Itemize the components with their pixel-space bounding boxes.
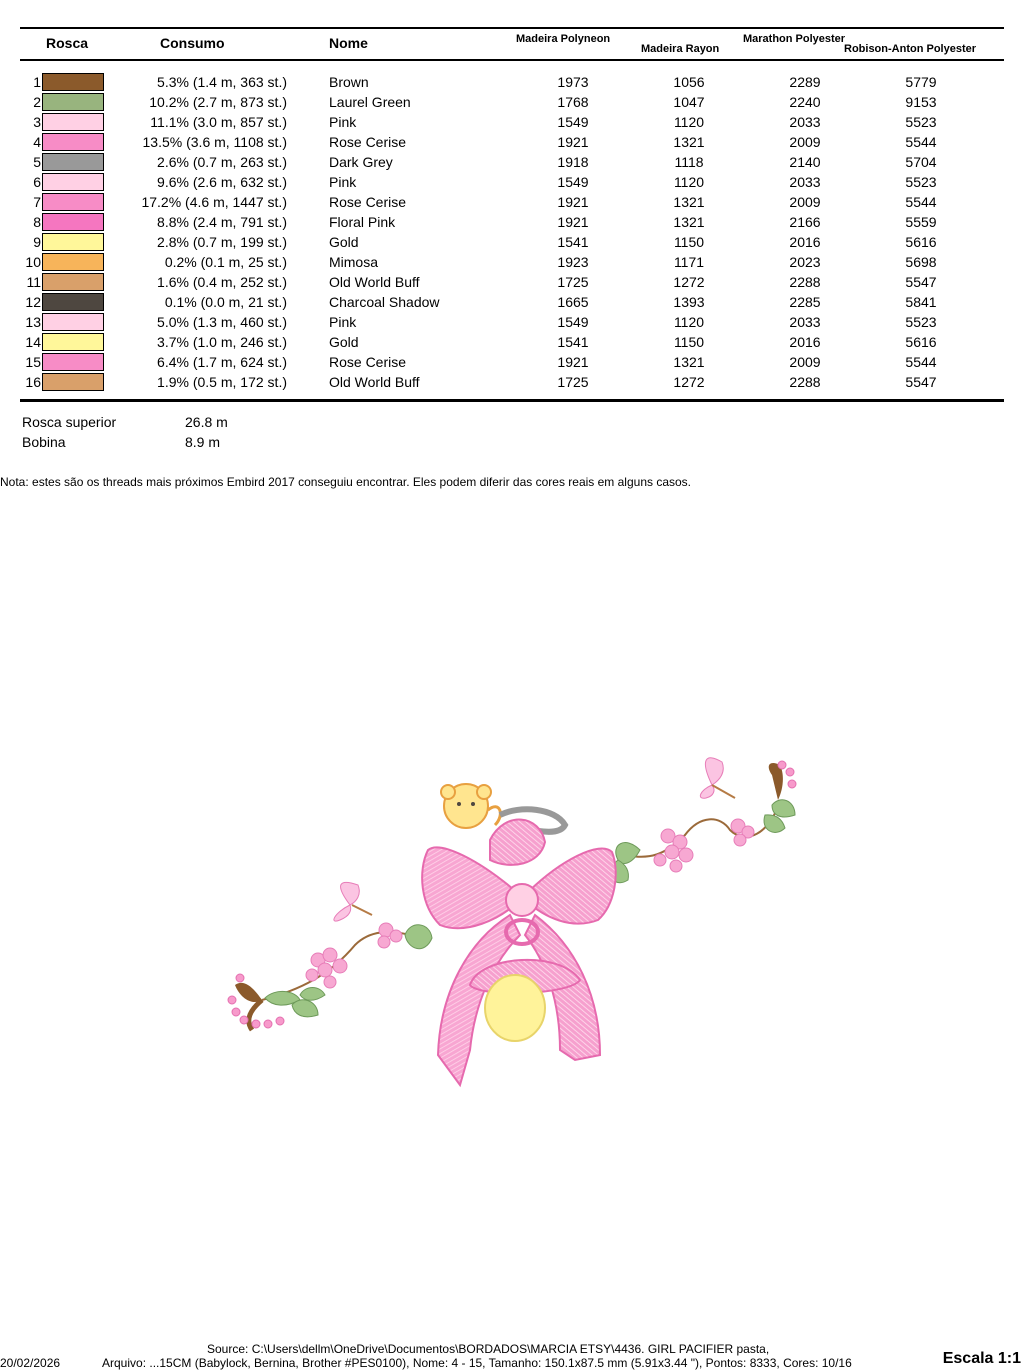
madeira-rayon-code: 1321: [673, 354, 705, 370]
thread-name: Charcoal Shadow: [329, 294, 440, 310]
thread-number: 9: [33, 234, 41, 250]
thread-name: Old World Buff: [329, 374, 420, 390]
madeira-polyneon-code: 1665: [557, 294, 589, 310]
thread-consumo: 5.0% (1.3 m, 460 st.): [157, 314, 287, 330]
thread-consumo: 1.6% (0.4 m, 252 st.): [157, 274, 287, 290]
thread-name: Gold: [329, 334, 359, 350]
madeira-polyneon-code: 1921: [557, 214, 589, 230]
robison-anton-code: 5698: [905, 254, 937, 270]
madeira-polyneon-code: 1549: [557, 174, 589, 190]
thread-name: Rose Cerise: [329, 354, 407, 370]
marathon-code: 2009: [789, 354, 821, 370]
madeira-polyneon-code: 1921: [557, 194, 589, 210]
header-madeira-rayon: Madeira Rayon: [641, 43, 720, 55]
robison-anton-code: 5704: [905, 154, 937, 170]
marathon-code: 2016: [789, 334, 821, 350]
header-consumo: Consumo: [160, 35, 225, 51]
footer-file-info: Arquivo: ...15CM (Babylock, Bernina, Brother #PES0100), Nome: 4 - 15, Tamanho: 150.1x87.5 mm (5.91x3.44 "), Pontos: 8333, Cores: 10/16: [102, 1356, 852, 1370]
thread-consumo: 0.1% (0.0 m, 21 st.): [164, 294, 287, 310]
header-rosca: Rosca: [46, 35, 89, 51]
pacifier-nipple: [485, 975, 545, 1041]
thread-number: 15: [25, 354, 41, 370]
marathon-code: 2288: [789, 374, 821, 390]
thread-number: 8: [33, 214, 41, 230]
thread-number: 2: [33, 94, 41, 110]
thread-consumo: 13.5% (3.6 m, 1108 st.): [142, 134, 287, 150]
thread-number: 13: [25, 314, 41, 330]
madeira-polyneon-code: 1973: [557, 74, 589, 90]
thread-consumo: 5.3% (1.4 m, 363 st.): [157, 74, 287, 90]
robison-anton-code: 5559: [905, 214, 937, 230]
madeira-polyneon-code: 1541: [557, 234, 589, 250]
madeira-rayon-code: 1047: [673, 94, 705, 110]
madeira-polyneon-code: 1725: [557, 274, 589, 290]
marathon-code: 2016: [789, 234, 821, 250]
thread-name: Laurel Green: [329, 94, 411, 110]
thread-consumo: 2.8% (0.7 m, 199 st.): [157, 234, 287, 250]
thread-name: Mimosa: [329, 254, 379, 270]
madeira-rayon-code: 1120: [673, 114, 705, 130]
madeira-polyneon-code: 1768: [557, 94, 589, 110]
pink-bow: [422, 820, 616, 1085]
robison-anton-code: 5544: [905, 194, 937, 210]
madeira-polyneon-code: 1725: [557, 374, 589, 390]
thread-name: Rose Cerise: [329, 134, 407, 150]
thread-consumo: 2.6% (0.7 m, 263 st.): [157, 154, 287, 170]
header-marathon-polyester: Marathon Polyester: [743, 33, 846, 45]
robison-anton-code: 5841: [905, 294, 937, 310]
bear-figure: [441, 784, 500, 828]
rosca-superior-label: Rosca superior: [22, 414, 117, 430]
thread-number: 4: [33, 134, 41, 150]
thread-number: 11: [26, 274, 41, 290]
thread-number: 5: [33, 154, 41, 170]
right-butterfly: [700, 758, 735, 798]
right-vine: [611, 758, 796, 883]
robison-anton-code: 5779: [905, 74, 937, 90]
madeira-rayon-code: 1056: [673, 74, 705, 90]
marathon-code: 2009: [789, 134, 821, 150]
robison-anton-code: 5523: [905, 174, 937, 190]
thread-consumo: 17.2% (4.6 m, 1447 st.): [141, 194, 287, 210]
header-robison-anton: Robison-Anton Polyester: [844, 43, 977, 55]
madeira-rayon-code: 1171: [673, 254, 705, 270]
robison-anton-code: 9153: [905, 94, 937, 110]
thread-name: Old World Buff: [329, 274, 420, 290]
marathon-code: 2166: [789, 214, 821, 230]
madeira-rayon-code: 1321: [673, 194, 705, 210]
disclaimer-note: Nota: estes são os threads mais próximos Embird 2017 conseguiu encontrar. Eles podem diferir das cores reais em alguns casos.: [0, 475, 692, 489]
marathon-code: 2033: [789, 174, 821, 190]
marathon-code: 2033: [789, 114, 821, 130]
thread-consumo: 10.2% (2.7 m, 873 st.): [149, 94, 287, 110]
thread-number: 14: [25, 334, 41, 350]
thread-name: Pink: [329, 174, 357, 190]
thread-name: Gold: [329, 234, 359, 250]
madeira-polyneon-code: 1918: [557, 154, 589, 170]
bobina-label: Bobina: [22, 434, 66, 450]
thread-name: Floral Pink: [329, 214, 396, 230]
thread-consumo: 3.7% (1.0 m, 246 st.): [157, 334, 287, 350]
left-vine: [228, 882, 432, 1030]
madeira-rayon-code: 1150: [673, 234, 705, 250]
madeira-rayon-code: 1272: [673, 274, 705, 290]
madeira-rayon-code: 1120: [673, 314, 705, 330]
madeira-rayon-code: 1321: [673, 214, 705, 230]
madeira-polyneon-code: 1923: [557, 254, 589, 270]
marathon-code: 2033: [789, 314, 821, 330]
thread-number: 3: [33, 114, 41, 130]
thread-number: 1: [33, 74, 41, 90]
marathon-code: 2240: [789, 94, 821, 110]
madeira-rayon-code: 1393: [673, 294, 705, 310]
robison-anton-code: 5544: [905, 134, 937, 150]
madeira-polyneon-code: 1921: [557, 354, 589, 370]
madeira-polyneon-code: 1921: [557, 134, 589, 150]
robison-anton-code: 5616: [905, 334, 937, 350]
thread-number: 10: [25, 254, 41, 270]
marathon-code: 2289: [789, 74, 821, 90]
thread-consumo: 1.9% (0.5 m, 172 st.): [157, 374, 287, 390]
marathon-code: 2285: [789, 294, 821, 310]
robison-anton-code: 5547: [905, 274, 937, 290]
left-butterfly: [334, 882, 372, 921]
marathon-code: 2140: [789, 154, 821, 170]
marathon-code: 2023: [789, 254, 821, 270]
madeira-rayon-code: 1150: [673, 334, 705, 350]
thread-consumo: 6.4% (1.7 m, 624 st.): [157, 354, 287, 370]
footer-date: 20/02/2026: [0, 1356, 61, 1370]
madeira-rayon-code: 1118: [674, 154, 704, 170]
thread-number: 12: [25, 294, 41, 310]
madeira-rayon-code: 1321: [673, 134, 705, 150]
robison-anton-code: 5547: [905, 374, 937, 390]
marathon-code: 2288: [789, 274, 821, 290]
robison-anton-code: 5616: [905, 234, 937, 250]
thread-consumo: 9.6% (2.6 m, 632 st.): [157, 174, 287, 190]
thread-number: 16: [25, 374, 41, 390]
madeira-polyneon-code: 1541: [557, 334, 589, 350]
rosca-superior-value: 26.8 m: [185, 414, 228, 430]
madeira-rayon-code: 1120: [673, 174, 705, 190]
thread-name: Brown: [329, 74, 369, 90]
header-madeira-polyneon: Madeira Polyneon: [516, 33, 611, 45]
madeira-polyneon-code: 1549: [557, 314, 589, 330]
thread-consumo: 11.1% (3.0 m, 857 st.): [150, 114, 287, 130]
robison-anton-code: 5523: [905, 314, 937, 330]
thread-consumo: 8.8% (2.4 m, 791 st.): [157, 214, 287, 230]
header-nome: Nome: [329, 35, 368, 51]
thread-name: Dark Grey: [329, 154, 393, 170]
thread-number: 7: [33, 194, 41, 210]
madeira-polyneon-code: 1549: [557, 114, 589, 130]
thread-name: Rose Cerise: [329, 194, 407, 210]
scale-label: Escala 1:1: [942, 1350, 1021, 1367]
robison-anton-code: 5523: [905, 114, 937, 130]
footer-source: Source: C:\Users\dellm\OneDrive\Documentos\BORDADOS\MARCIA ETSY\4436. GIRL PACIFIER pasta,: [207, 1342, 770, 1356]
madeira-rayon-code: 1272: [673, 374, 705, 390]
thread-name: Pink: [329, 114, 357, 130]
thread-consumo: 0.2% (0.1 m, 25 st.): [164, 254, 287, 270]
bobina-value: 8.9 m: [185, 434, 221, 450]
thread-number: 6: [33, 174, 41, 190]
thread-name: Pink: [329, 314, 357, 330]
robison-anton-code: 5544: [905, 354, 937, 370]
marathon-code: 2009: [789, 194, 821, 210]
